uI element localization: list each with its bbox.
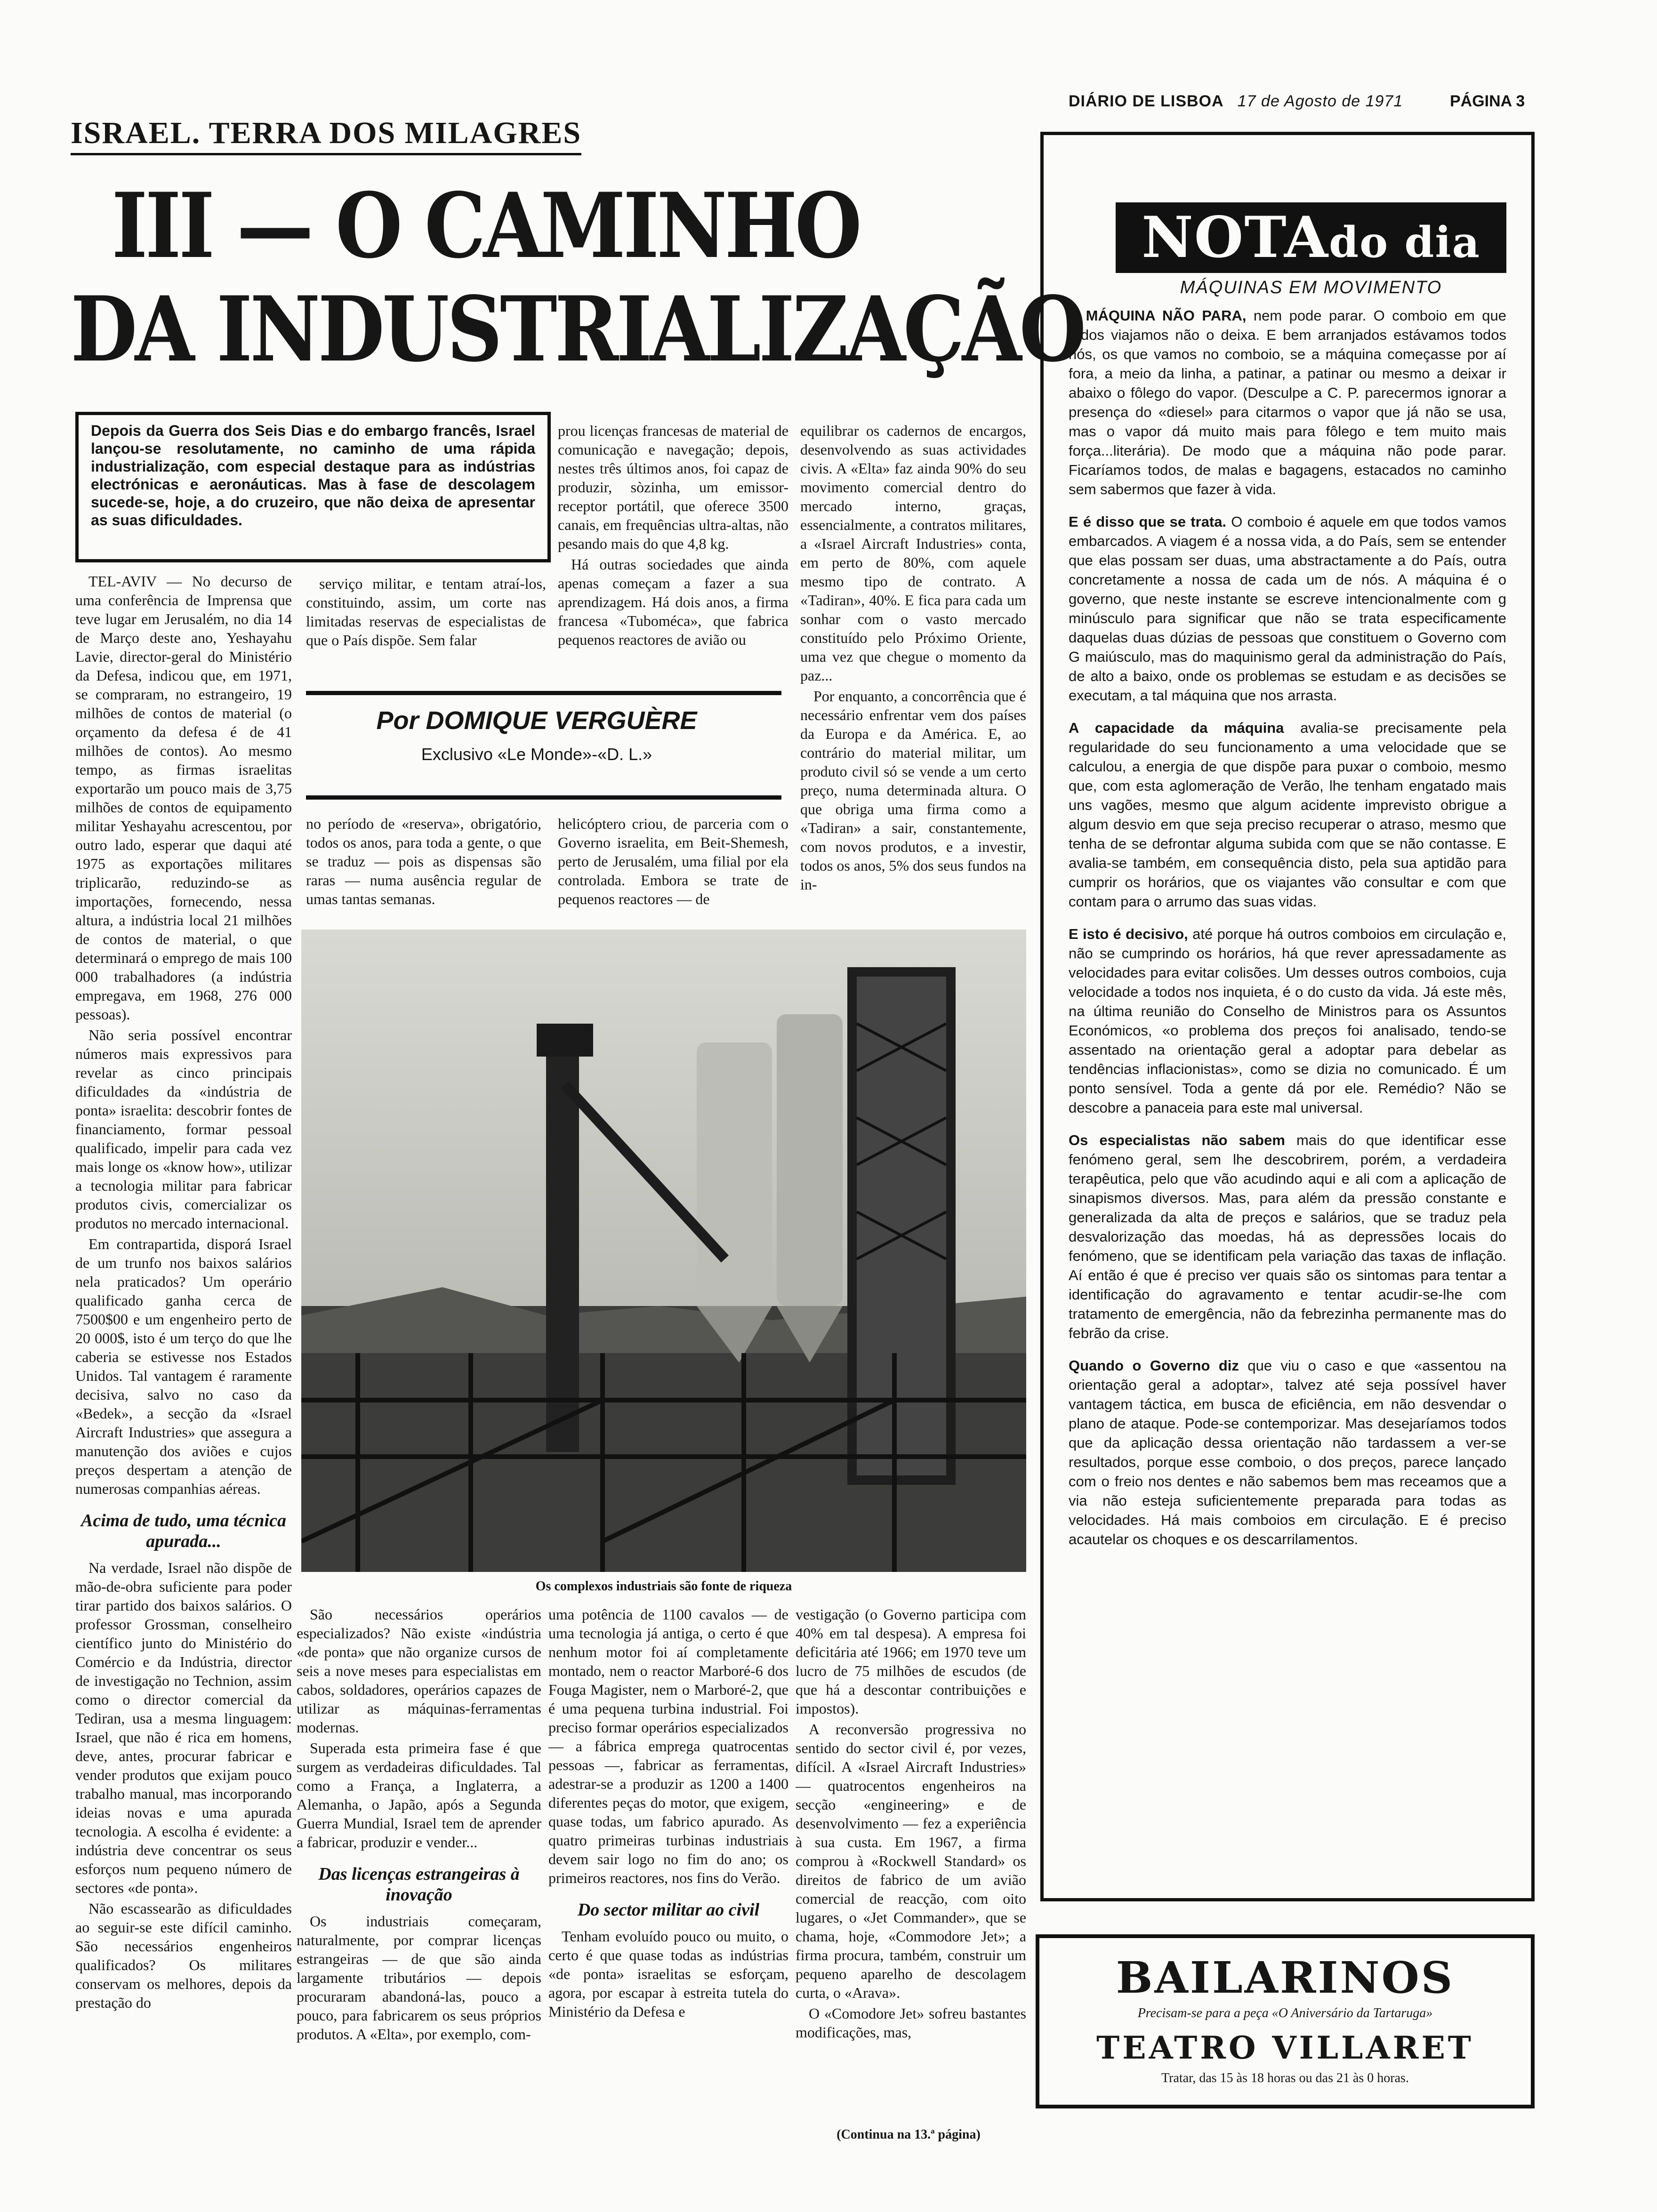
continued-note: (Continua na 13.ª página) bbox=[837, 2127, 981, 2142]
page-number: PÁGINA 3 bbox=[1450, 92, 1525, 110]
article-column-4-top bbox=[800, 421, 1026, 920]
article-column-1 bbox=[75, 572, 292, 2181]
nota-paragraph bbox=[1069, 1130, 1506, 1343]
nota-body bbox=[1069, 306, 1506, 1562]
nota-lead: A MÁQUINA NÃO PARA, bbox=[1069, 307, 1247, 324]
nota-paragraph bbox=[1069, 306, 1506, 499]
article-column-2-mid bbox=[306, 814, 541, 920]
subheading: Acima de tudo, uma técnica apurada... bbox=[81, 1511, 286, 1551]
lead-box bbox=[75, 412, 551, 562]
byline-source: Exclusivo «Le Monde»-«D. L.» bbox=[421, 745, 652, 764]
nota-paragraph bbox=[1069, 718, 1506, 911]
byline-rule-bottom bbox=[306, 795, 781, 800]
nota-title-main: NOTA bbox=[1142, 204, 1329, 271]
paragraph: O «Comodore Jet» sofreu bastantes modificações, mas, bbox=[796, 2005, 1026, 2041]
paragraph: Por enquanto, a concorrência que é necessário enfrentar vem dos países da Europa e da América. E, ao contrário do material militar, um produto civil só se vende a um certo preço, numa determinada altura. O que obriga uma firma como a «Tadiran» a sair, constantemente, com novos produtos, e a investir, todos os anos, 5% dos seus fundos na in- bbox=[800, 688, 1026, 893]
photo-illustration bbox=[301, 930, 1026, 1572]
nota-lead: E é disso que se trata. bbox=[1069, 513, 1227, 530]
nota-text: mais do que identificar esse fenómeno geral, sem lhe descobrirem, porém, a verdadeira terapêutica, pelo que vão acudindo aqui e ali com a aplicação de sinapismos diversos. Mas, para além da pressão constante e generalizada da alta de preços e salários, que se traduz pela desvalorização das moedas, há as depressões locais do fenómeno, que se identificam pela variação das taxas de inflação. Aí então é que é preciso ver quais são os sintomas para tentar a identificação do agravamento e tentar acudir-se-lhe com tratamento de emergência, não da febrezinha permanente mas do febrão da crise. bbox=[1069, 1132, 1506, 1341]
ad-line: Precisam-se para a peça «O Aniversário da Tartaruga» bbox=[1137, 2006, 1433, 2020]
industrial-complex-photo bbox=[301, 930, 1026, 1572]
paragraph: equilibrar os cadernos de encargos, desenvolvendo as suas actividades civis. A «Elta» faz ainda 90% do seu movimento comercial dentro do mercado interno, graças, essencialmente, a contratos militares, a «Israel Aircraft Industries» conta, em perto de 80%, com aquele mesmo tipo de contrato. A «Tadiran», 40%. E fica para cada um sonhar com o vasto mercado constituído pelo Próximo Oriente, uma vez que chegue o momento da paz... bbox=[800, 422, 1026, 684]
nota-paragraph bbox=[1069, 512, 1506, 705]
paragraph: A reconversão progressiva no sentido do sector civil é, por vezes, difícil. A «Israel Aircraft Industries» — quatrocentos engenheiros na secção «engineering» e de desenvolvimento — fez a experiência à sua custa. Em 1967, a firma comprou à «Rockwell Standard» os direitos de fabrico de um avião comercial de reacção, com oito lugares, o «Jet Commander», que se chama, hoje, «Commodore Jet»; a firma procura, também, construir um pequeno aparelho de descolagem curta, o «Arava». bbox=[796, 1721, 1026, 2001]
ad-contact: Tratar, das 15 às 18 horas ou das 21 às 0 horas. bbox=[1161, 2071, 1409, 2085]
paragraph: Não escassearão as dificuldades ao seguir-se este difícil caminho. São necessários engenheiros qualificados? Os militares conservam os melhores, depois da prestação do bbox=[75, 1900, 292, 2011]
nota-text: que viu o caso e que «assentou na orientação geral a adoptar», talvez até seja possível haver vantagem táctica, em busca de eficiência, em não desvendar o plano de ataque. Pode-se contemporizar. Mas desejaríamos todos que da aplicação dessa orientação não tardassem a ver-se resultados, porque esse comboio, o dos preços, parece lançado com o freio nos dentes e não sabemos bem mas receamos que a via não esteja suficientemente preparada para todas as velocidades. Há mais comboios em circulação. E é preciso acautelar os choques e os descarrilamentos. bbox=[1069, 1357, 1507, 1547]
article-column-3-mid bbox=[558, 814, 788, 920]
article-column-3-top bbox=[558, 421, 788, 673]
series-title: ISRAEL. TERRA DOS MILAGRES bbox=[71, 115, 581, 155]
nota-paragraph bbox=[1069, 924, 1506, 1117]
paragraph: São necessários operários especializados? Não existe «indústria «de ponta» que não organize cursos de seis a nove meses para especialistas em cabos, soldadores, operários capazes de utilizar as máquinas-ferramentas modernas. bbox=[297, 1606, 541, 1736]
ad-title: BAILARINOS bbox=[1116, 1952, 1455, 2003]
nota-lead: E isto é decisivo, bbox=[1069, 926, 1188, 942]
paragraph: Os industriais começaram, naturalmente, por comprar licenças estrangeiras — de que são ainda largamente tributários — depois procuraram abandoná-las, pouco a pouco, para fabricarem os seus próprios produtos. A «Elta», por exemplo, com- bbox=[297, 1913, 541, 2043]
headline-line-2: DA INDUSTRIALIZAÇÃO bbox=[71, 277, 1084, 382]
paragraph: Não seria possível encontrar números mais expressivos para revelar as cinco principais dificuldades da «indústria de ponta» israelita: descobrir fontes de financiamento, formar pessoal qualificado, impelir para cada vez mais longe os «know how», utilizar a tecnologia militar para fabricar produtos civis, comercializar os produtos no mercado internacional. bbox=[75, 1026, 292, 1232]
article-column-2-top bbox=[306, 574, 546, 673]
paragraph: vestigação (o Governo participa com 40% em tal despesa). A empresa foi deficitária até 1966; em 1970 teve um lucro de 75 milhões de escudos (de que há a descontar contribuições e impostos). bbox=[796, 1606, 1026, 1717]
paragraph: serviço militar, e tentam atraí-los, constituindo, assim, um corte nas limitadas reservas de especialistas de que o País dispõe. Sem falar bbox=[306, 575, 546, 649]
nota-text: O comboio é aquele em que todos vamos embarcados. A viagem é a nossa vida, a do País, sem se entender que elas possam ser duas, uma abstractamente a do País, outra concretamente a nossa de cada um de nós. A máquina é o governo, que neste instante se escreve intencionalmente com g minúsculo para significar que não se trata especificamente daquelas duas dúzias de pessoas que constituem o Governo com G maiúsculo, mas do maquinismo geral da administração do País, de alto a baixo, onde os problemas se estudam e as decisões se executam, a tal máquina que nos arrasta. bbox=[1069, 513, 1506, 704]
ad-theatre: TEATRO VILLARET bbox=[1096, 2029, 1474, 2066]
lead-text: Depois da Guerra dos Seis Dias e do embargo francês, Israel lançou-se resolutamente, no caminho de uma rápida industrialização, com especial destaque para as indústrias electrónicas e aeronáuticas. Mas à fase de descolagem sucede-se, hoje, a do cruzeiro, que não deixa de apresentar as suas dificuldades. bbox=[91, 422, 535, 529]
subheading: Do sector militar ao civil bbox=[577, 1900, 760, 1920]
subheading: Das licenças estrangeiras à inovação bbox=[318, 1864, 520, 1905]
byline-box bbox=[301, 692, 772, 795]
paper-name: DIÁRIO DE LISBOA bbox=[1069, 92, 1223, 110]
advertisement-box bbox=[1036, 1934, 1535, 2108]
nota-text: até porque há outros comboios em circulação e, não se cumprindo os horários, há que rever apressadamente as velocidades para evitar colisões. Um desses outros comboios, cuja velocidade a todos nos inquieta, é o do custo da vida. Já este mês, na última reunião do Conselho de Ministros para os Assuntos Económicos, «o problema dos preços foi analisado, tendo-se assentado na orientação geral a adoptar para debelar as tendências inflacionistas», como se dizia no comunicado. É um ponto sensível. Toda a gente dá por ele. Remédio? Não se descobre a panaceia para este mal universal. bbox=[1069, 926, 1506, 1116]
nota-paragraph bbox=[1069, 1356, 1506, 1549]
paragraph: Na verdade, Israel não dispõe de mão-de-obra suficiente para poder tirar partido dos baixos salários. O professor Grossman, conselheiro científico junto do Ministério do Comércio e da Indústria, director de investigação no Technion, assim como o director comercial da Tediran, usa a mesma linguagem: Israel, que não é rica em homens, deve, antes, procurar fabricar e vender produtos que exijam pouco trabalho manual, mas incorporando ideias novas e uma apurada tecnologia. A escolha é evidente: a indústria deve concentrar os seus esforços num pequeno número de sectores «de ponta». bbox=[75, 1559, 292, 1896]
nota-do-dia-title bbox=[1116, 202, 1506, 273]
paragraph: TEL-AVIV — No decurso de uma conferência de Imprensa que teve lugar em Jerusalém, no dia 14 de Março deste ano, Yeshayahu Lavie, director-geral do Ministério da Defesa, indicou que, em 1971, se compraram, no estrangeiro, 19 milhões de contos de material (o orçamento da defesa é de 41 milhões de contos). Ao mesmo tempo, as firmas israelitas exportarão um pouco mais de 3,75 milhões de contos de equipamento militar Yeshayahu acrescentou, por outro lado, esperar que daqui até 1975 as exportações militares triplicarão, reduzindo-se as importações, fornecendo, nessa altura, a indústria local 21 milhões de contos de material, o que determinará o emprego de mais 100 000 trabalhadores (a indústria empregava, em 1968, 276 000 pessoas). bbox=[75, 573, 292, 1023]
nota-subtitle: MÁQUINAS EM MOVIMENTO bbox=[1180, 278, 1442, 297]
paragraph: prou licenças francesas de material de comunicação e navegação; depois, nestes três últimos anos, foi capaz de produzir, sòzinha, um emissor-receptor portátil, que oferece 3500 canais, em frequências ultra-altas, não pesando mais do que 4,8 kg. bbox=[558, 422, 788, 552]
paragraph: Em contrapartida, disporá Israel de um trunfo nos baixos salários nela praticados? Um operário qualificado ganha cerca de 7500$00 e um engenheiro perto de 20 000$, isto é um terço do que lhe caberia se estivesse nos Estados Unidos. Tal vantagem é raramente decisiva, salvo no caso da «Bedek», a secção da «Israel Aircraft Industries» que assegura a manutenção dos aviões e cujos preços despertam a atenção de numerosas companhias aéreas. bbox=[75, 1235, 292, 1497]
nota-text: nem pode parar. O comboio em que todos viajamos não o deixa. E bem arranjados estávamos todos nós, os que vamos no comboio, se a máquina começasse por aí fora, a meio da linha, a patinar, a patinar ou mesmo a deixar ir abaixo o fôlego do vapor. (Desculpe a C. P. parecermos ignorar a presença do «diesel» para citarmos o vapor que já não se usa, mas o vapor dá muito mais para fôlego e tem muito mais força...literária). De modo que a máquina não pode parar. Ficaríamos todos, de malas e bagagens, estacados no caminho sem sabermos que fazer à vida. bbox=[1069, 307, 1507, 497]
nota-text: avalia-se precisamente pela regularidade do seu funcionamento a uma velocidade que se calculou, a energia de que dispõe para puxar o comboio, mesmo que, com esta aglomeração de Verão, lhe tenham engatado mais uns vagões, mesmo que algum acidente imprevisto obrigue a algum desvio em que seja preciso recuperar o atraso, mesmo que tenha de se defrontar alguma subida com que se não contasse. E avalia-se também, em consequência disto, pela sua aptidão para cumprir os horários, que os viajantes vão consultar e com que contam para o arrumo das suas vidas. bbox=[1069, 720, 1506, 910]
nota-lead: A capacidade da máquina bbox=[1069, 720, 1284, 736]
byline: Por DOMIQUE VERGUÈRE bbox=[376, 706, 697, 735]
paragraph: no período de «reserva», obrigatório, todos os anos, para toda a gente, o que se traduz — pois as dispensas são raras — numa ausência regular de umas tantas semanas. bbox=[306, 815, 541, 907]
nota-lead: Os especialistas não sabem bbox=[1069, 1132, 1285, 1148]
paragraph: helicóptero criou, de parceria com o Governo israelita, em Beit-Shemesh, perto de Jerusalém, uma filial por ela controlada. Embora se trate de pequenos reactores — de bbox=[558, 815, 788, 907]
paragraph: Superada esta primeira fase é que surgem as verdadeiras dificuldades. Tal como a França, a Inglaterra, a Alemanha, o Japão, após a Segunda Guerra Mundial, Israel tem de aprender a fabricar, produzir e vender... bbox=[297, 1739, 541, 1851]
article-column-2-bottom bbox=[297, 1605, 541, 2179]
article-column-4-bottom bbox=[796, 1605, 1026, 2123]
nota-title-dodia: do dia bbox=[1329, 217, 1480, 267]
paragraph: Há outras sociedades que ainda apenas começam a fazer a sua aprendizagem. Há dois anos, a firma francesa «Tuboméca», que fabrica pequenos reactores de avião ou bbox=[558, 556, 788, 648]
paragraph: uma potência de 1100 cavalos — de uma tecnologia já antiga, o certo é que nenhum motor foi aí completamente montado, nem o reactor Marboré-6 dos Fouga Magister, nem o Marboré-2, que é uma pequena turbina industrial. Foi preciso formar operários especializados — a fábrica emprega quatrocentas pessoas —, fabricar as ferramentas, adestrar-se a produzir as 1200 a 1400 diferentes peças do motor, que exigem, quase todas, um fabrico apurado. As quatro primeiras turbinas industriais devem sair logo no fim do ano; os primeiros reactores, nos fins do Verão. bbox=[548, 1606, 788, 1886]
issue-date: 17 de Agosto de 1971 bbox=[1237, 92, 1403, 110]
article-column-3-bottom bbox=[548, 1605, 788, 2179]
headline-line-1: III — O CAMINHO bbox=[112, 173, 860, 278]
paragraph: Tenham evoluído pouco ou muito, o certo é que quase todas as indústrias «de ponta» israelitas se esforçam, agora, por escapar à estreita tutela do Ministério da Defesa e bbox=[548, 1928, 788, 2020]
photo-caption: Os complexos industriais são fonte de riqueza bbox=[535, 1579, 792, 1594]
nota-lead: Quando o Governo diz bbox=[1069, 1357, 1239, 1374]
